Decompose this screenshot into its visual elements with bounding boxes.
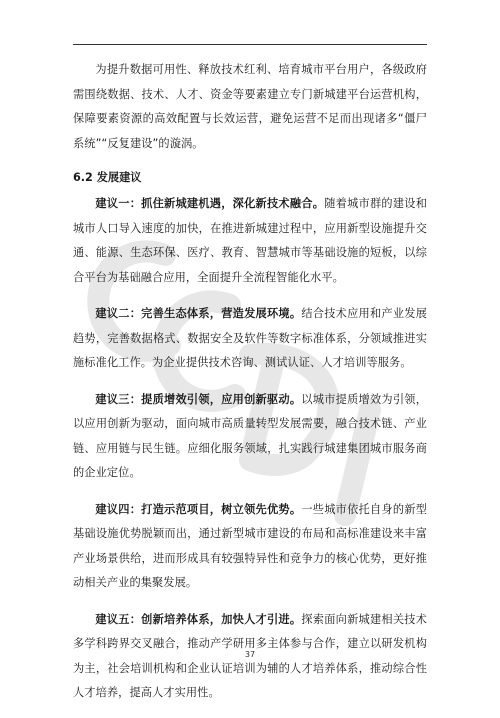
suggestion-paragraph-2 (73, 302, 427, 376)
suggestion-body-3: 以城市提质增效为引领，以应用创新为驱动，面向城市高质量转型发展需要，融合技术链、产业链、应用链与民生链。应细化服务领域，扎实践行城建集团城市服务商的企业定位。 (73, 392, 427, 479)
suggestion-body-1: 随着城市群的建设和城市人口导入速度的加快，在推进新城建过程中，应用新型设施提升交通、能源、生态环保、医疗、教育、智慧城市等基础设施的短板，以综合平台为基础融合应用，全面提升全流程智能化水平。 (73, 197, 427, 284)
suggestion-lead-2: 建议二：完善生态体系，营造发展环境。 (95, 307, 302, 320)
header-rule (73, 44, 427, 45)
suggestion-body-5: 探索面向新城建相关技术多学科跨界交叉融合，推动产学研用多主体参与合作，建立以研发机构为主，社会培训机构和企业认证培训为辅的人才培养体系，推动综合性人才培养，提高人才实用性。 (73, 612, 427, 699)
suggestion-lead-4: 建议四：打造示范项目，树立领先优势。 (95, 502, 302, 516)
suggestion-body-2: 结合技术应用和产业发展趋势，完善数据格式、数据安全及软件等数字标准体系，分领域推进实施标准化工作。为企业提供技术咨询、测试认证、人才培训等服务。 (73, 307, 427, 369)
page-number: 37 (244, 650, 256, 659)
intro-paragraph: 为提升数据可用性、释放技术红利、培育城市平台用户，各级政府需围绕数据、技术、人才、资金等要素建立专门新城建平台运营机构，保障要素资源的高效配置与长效运营，避免运营不足而出现诸多“僵尸系统”“反复建设”的漩涡。 (73, 63, 427, 150)
suggestion-paragraph-1 (73, 192, 427, 290)
document-body (73, 58, 427, 718)
suggestion-body-4: 一些城市依托自身的新型基础设施优势脱颖而出，通过新型城市建设的布局和高标准建设来丰富产业场景供给，进而形成具有较强特异性和竞争力的核心优势，更好推动相关产业的集聚发展。 (73, 502, 427, 589)
suggestion-lead-3: 建议三：提质增效引领，应用创新驱动。 (95, 392, 302, 406)
section-heading: 6.2 发展建议 (73, 171, 142, 184)
suggestion-paragraph-4 (73, 498, 427, 596)
suggestion-paragraph-3 (73, 388, 427, 486)
suggestion-lead-1: 建议一：抓住新城建机遇，深化新技术融合。 (95, 197, 325, 210)
suggestion-lead-5: 建议五：创新培养体系，加快人才引进。 (95, 612, 302, 626)
